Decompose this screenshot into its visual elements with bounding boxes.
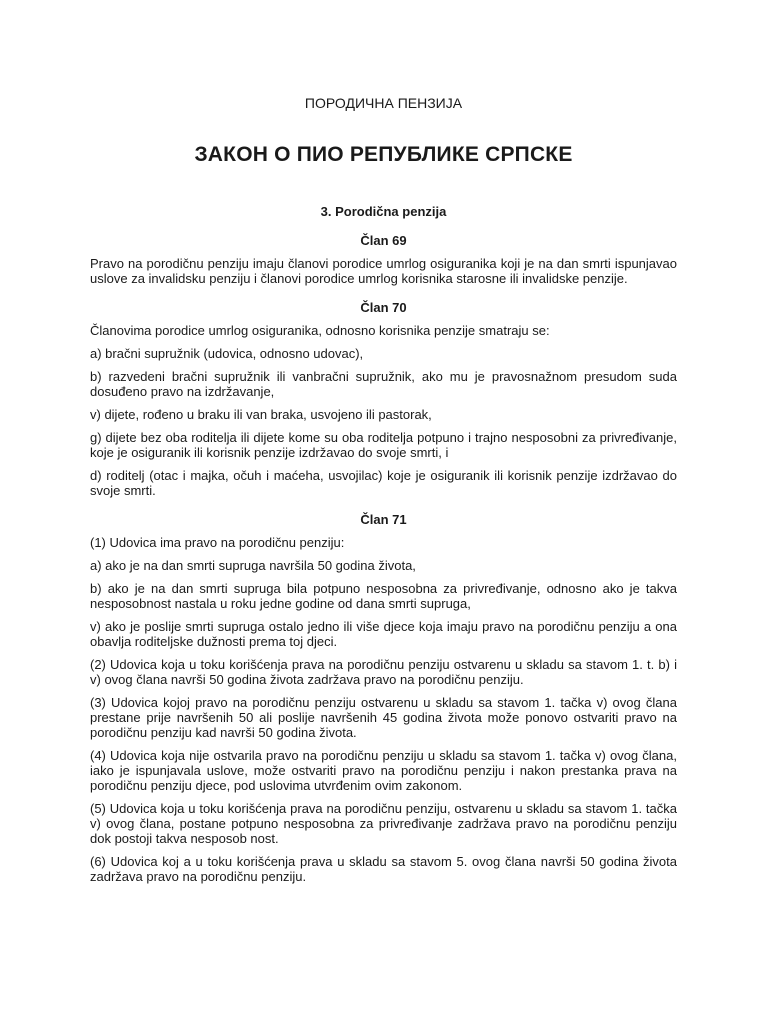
article-heading-69: Član 69 (360, 233, 407, 248)
document-title: ЗАКОН О ПИО РЕПУБЛИКЕ СРПСКЕ (194, 143, 573, 166)
document-pre-title: ПОРОДИЧНА ПЕНЗИЈА (304, 95, 463, 111)
section-title: 3. Porodična penzija (320, 204, 447, 219)
list-item: b) razvedeni bračni supružnik ili vanbračni supružnik, ako mu je pravosnažnom presudom suda dosuđeno pravo na izdržavanje, (90, 369, 677, 399)
paragraph: Članovima porodice umrlog osiguranika, odnosno korisnika penzije smatraju se: (90, 323, 550, 338)
paragraph: (3) Udovica kojoj pravo na porodičnu penziju ostvarenu u skladu sa stavom 1. tačka v) ovog člana prestane prije navršenih 50 ali poslije navršenih 45 godina života može ponovo ostvariti pravo na porodičnu penziju kad navrši 50 godina života. (90, 695, 677, 740)
article-heading-70: Član 70 (360, 300, 407, 315)
list-item: d) roditelj (otac i majka, očuh i maćeha, usvojilac) koje je osiguranik ili korisnik penzije izdržavao do svoje smrti. (90, 468, 677, 498)
paragraph: (1) Udovica ima pravo na porodičnu penziju: (90, 535, 345, 550)
article-heading-71: Član 71 (360, 512, 407, 527)
list-item: a) ako je na dan smrti supruga navršila 50 godina života, (90, 558, 416, 573)
list-item: b) ako je na dan smrti supruga bila potpuno nesposobna za privređivanje, odnosno ako je takva nesposobnost nastala u roku jedne godine od dana smrti supruga, (90, 581, 677, 611)
paragraph: (4) Udovica koja nije ostvarila pravo na porodičnu penziju u skladu sa stavom 1. tačka v) ovog člana, iako je ispunjavala uslove, može ostvariti pravo na porodičnu penziju i nakon prestanka prava na porodičnu penziju djece, pod uslovima utvrđenim ovim zakonom. (90, 748, 677, 793)
paragraph: (5) Udovica koja u toku korišćenja prava na porodičnu penziju, ostvarenu u skladu sa stavom 1. tačka v) ovog člana, postane potpuno nesposobna za privređivanje zadržava pravo na porodičnu penziju dok postoji takva nesposob nost. (90, 801, 677, 846)
list-item: v) dijete, rođeno u braku ili van braka, usvojeno ili pastorak, (90, 407, 432, 422)
list-item: v) ako je poslije smrti supruga ostalo jedno ili više djece koja imaju pravo na porodičnu penziju a ona obavlja roditeljske dužnosti prema toj djeci. (90, 619, 677, 649)
paragraph: Pravo na porodičnu penziju imaju članovi porodice umrlog osiguranika koji je na dan smrti ispunjavao uslove za invalidsku penziju i članovi porodice umrlog korisnika starosne ili invalidske penzije. (90, 256, 677, 286)
document-content (90, 95, 677, 884)
paragraph: (2) Udovica koja u toku korišćenja prava na porodičnu penziju ostvarenu u skladu sa stavom 1. t. b) i v) ovog člana navrši 50 godina života zadržava pravo na porodičnu penziju. (90, 657, 677, 687)
paragraph: (6) Udovica koj a u toku korišćenja prava u skladu sa stavom 5. ovog člana navrši 50 godina života zadržava pravo na porodičnu penziju. (90, 854, 677, 884)
list-item: a) bračni supružnik (udovica, odnosno udovac), (90, 346, 364, 361)
list-item: g) dijete bez oba roditelja ili dijete kome su oba roditelja potpuno i trajno nesposobni za privređivanje, koje je osiguranik ili korisnik penzije izdržavao do svoje smrti, i (90, 430, 677, 460)
